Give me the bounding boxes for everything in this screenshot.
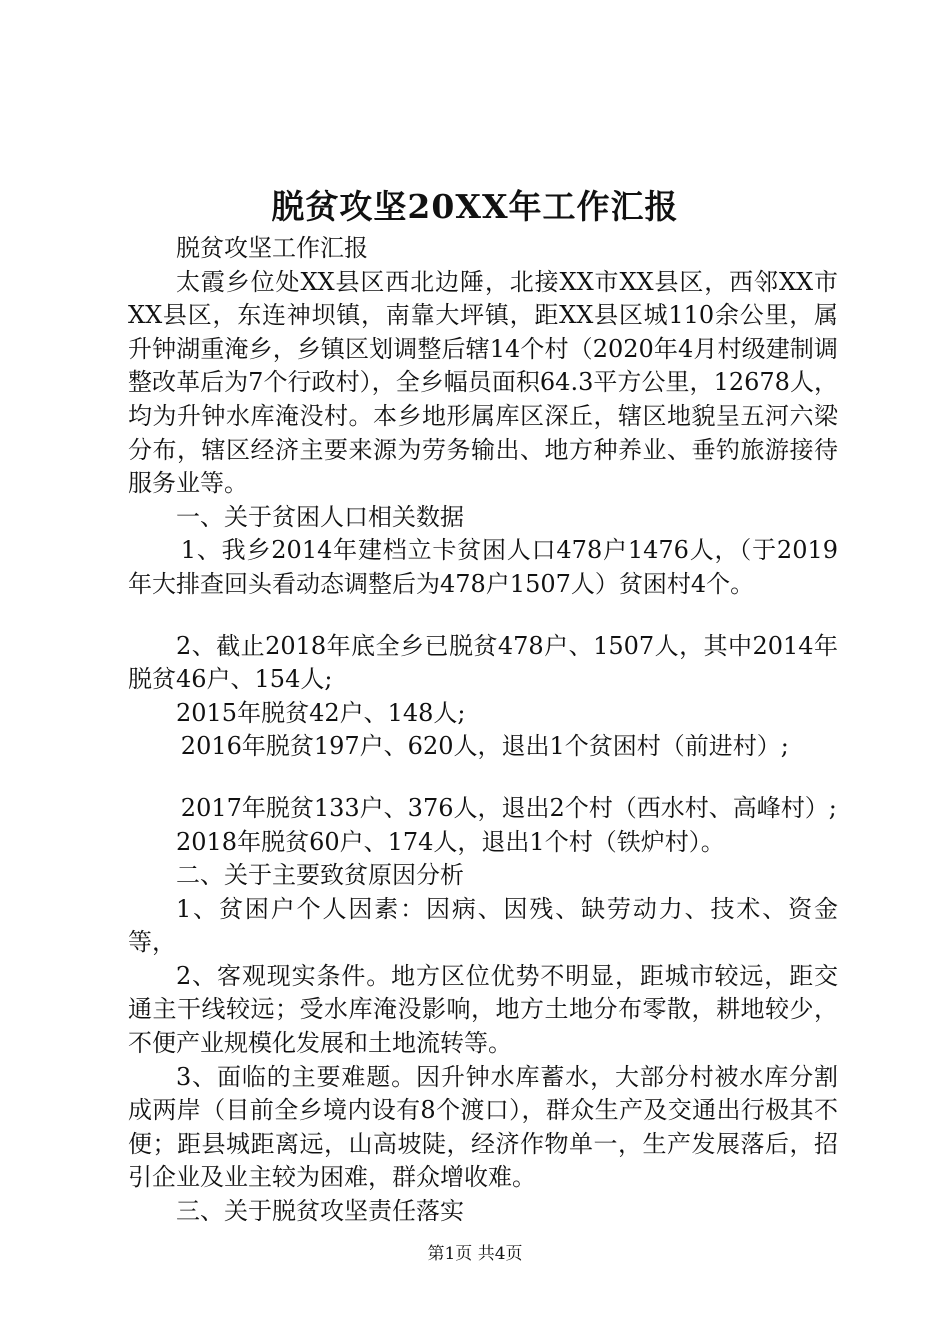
section-heading-1: 一、关于贫困人口相关数据: [176, 502, 464, 531]
paragraph-item: 2018年脱贫60户、174人，退出1个村（铁炉村）。: [176, 827, 725, 856]
paragraph-item: 1、贫困户个人因素：因病、因残、缺劳动力、技术、资金等，: [128, 894, 838, 957]
paragraph-item: 2、客观现实条件。地方区位优势不明显，距城市较远，距交通主干线较远；受水库淹没影响，地方土地分布零散，耕地较少，不便产业规模化发展和土地流转等。: [128, 961, 838, 1058]
paragraph-item: 3、面临的主要难题。因升钟水库蓄水，大部分村被水库分割成两岸（目前全乡境内设有8个渡口），群众生产及交通出行极其不便；距县城距离远，山高坡陡，经济作物单一，生产发展落后，招引企业及业主较为困难，群众增收难。: [128, 1062, 838, 1192]
section-heading-3: 三、关于脱贫攻坚责任落实: [176, 1197, 464, 1226]
section-heading-2: 二、关于主要致贫原因分析: [176, 861, 464, 890]
paragraph-item: 1、我乡2014年建档立卡贫困人口478户1476人，（于2019年大排查回头看动态调整后为478户1507人）贫困村4个。: [128, 536, 838, 598]
paragraph-subtitle: 脱贫攻坚工作汇报: [176, 234, 368, 262]
paragraph-intro: 太霞乡位处XX县区西北边陲，北接XX市XX县区，西邻XX市XX县区，东连神坝镇，南靠大坪镇，距XX县区城110余公里，属升钟湖重淹乡，乡镇区划调整后辖14个村（2020年4月村级建制调整改革后为7个行政村），全乡幅员面积64.3平方公里，12678人，均为升钟水库淹没村。本乡地形属库区深丘，辖区地貌呈五河六梁分布，辖区经济主要来源为劳务输出、地方种养业、垂钓旅游接待服务业等。: [128, 267, 838, 498]
paragraph-item: 2015年脱贫42户、148人;: [176, 698, 466, 727]
paragraph-item: 2017年脱贫133户、376人，退出2个村（西水村、高峰村）;: [180, 793, 837, 822]
document-title: 脱贫攻坚20XX年工作汇报: [271, 187, 679, 226]
document-body: [128, 232, 838, 1229]
paragraph-item: 2、截止2018年底全乡已脱贫478户、1507人，其中2014年脱贫46户、154人;: [128, 631, 838, 694]
page-number: 第1页 共4页: [427, 1244, 523, 1264]
paragraph-item: 2016年脱贫197户、620人，退出1个贫困村（前进村）;: [180, 732, 789, 761]
